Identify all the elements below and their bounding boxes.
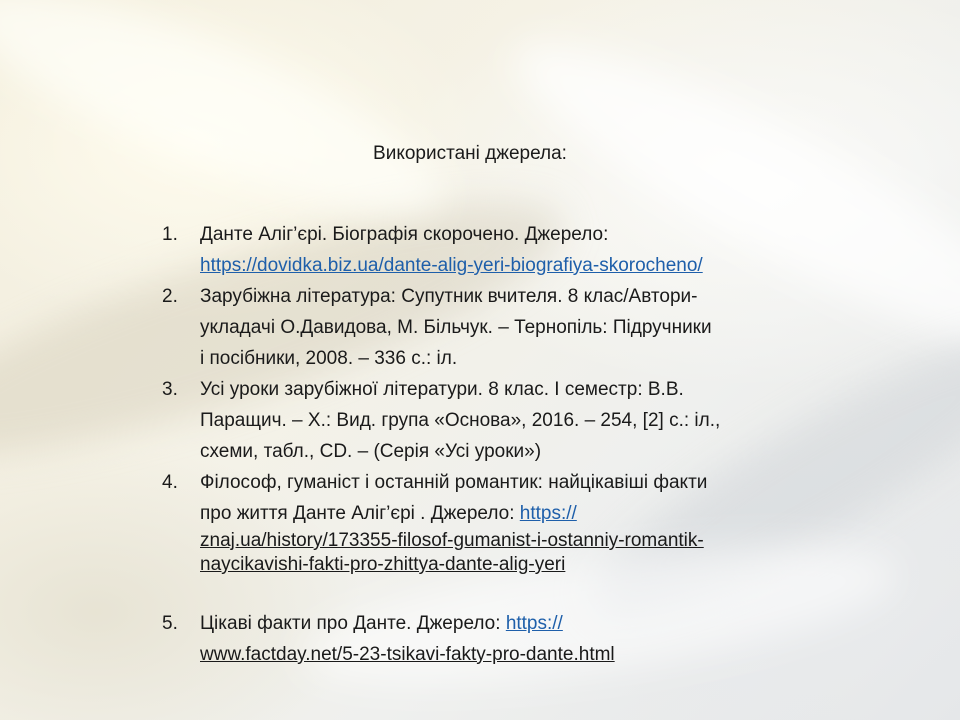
source-number: 1. — [162, 224, 178, 245]
source-text: Паращич. – Х.: Вид. група «Основа», 2016. – 254, [2] с.: іл., — [200, 410, 721, 431]
source-text-with-link — [200, 498, 802, 529]
source-item-2 — [162, 281, 802, 374]
source-text: Філософ, гуманіст і останній романтик: найцікавіші факти — [200, 472, 708, 493]
source-text: Зарубіжна література: Супутник вчителя. 8 клас/Автори- — [200, 286, 698, 307]
source-text: Усі уроки зарубіжної літератури. 8 клас. І семестр: В.В. — [200, 379, 684, 400]
source-text: про життя Данте Аліг’єрі . Джерело: — [200, 503, 520, 524]
slide-heading: Використані джерела: — [373, 143, 567, 164]
source-link[interactable]: www.factday.net/5-23-tsikavi-fakty-pro-dante.html — [200, 644, 615, 665]
source-text: і посібники, 2008. – 336 с.: іл. — [200, 348, 458, 369]
source-text: укладачі О.Давидова, М. Більчук. – Тернопіль: Підручники — [200, 317, 712, 338]
source-item-4 — [162, 467, 802, 577]
source-number: 4. — [162, 472, 178, 493]
source-item-5 — [162, 608, 802, 670]
source-item-1 — [162, 219, 802, 281]
source-link[interactable]: https:// — [505, 613, 563, 634]
source-number: 3. — [162, 379, 178, 400]
source-text: схеми, табл., CD. – (Серія «Усі уроки») — [200, 441, 542, 462]
source-link[interactable]: naycikavishi-fakti-pro-zhittya-dante-alig-yeri — [200, 554, 566, 575]
source-number: 5. — [162, 613, 178, 634]
source-text: Цікаві факти про Данте. Джерело: — [200, 613, 506, 634]
source-text-with-link — [200, 608, 802, 639]
sources-list — [162, 219, 802, 670]
source-item-3 — [162, 374, 802, 467]
source-text: Данте Аліг’єрі. Біографія скорочено. Джерело: — [200, 224, 609, 245]
source-link[interactable]: znaj.ua/history/173355-filosof-gumanist-i-ostanniy-romantik- — [200, 530, 704, 551]
source-link[interactable]: https:// — [519, 503, 577, 524]
source-number: 2. — [162, 286, 178, 307]
source-link[interactable]: https://dovidka.biz.ua/dante-alig-yeri-biografiya-skorocheno/ — [200, 255, 703, 276]
